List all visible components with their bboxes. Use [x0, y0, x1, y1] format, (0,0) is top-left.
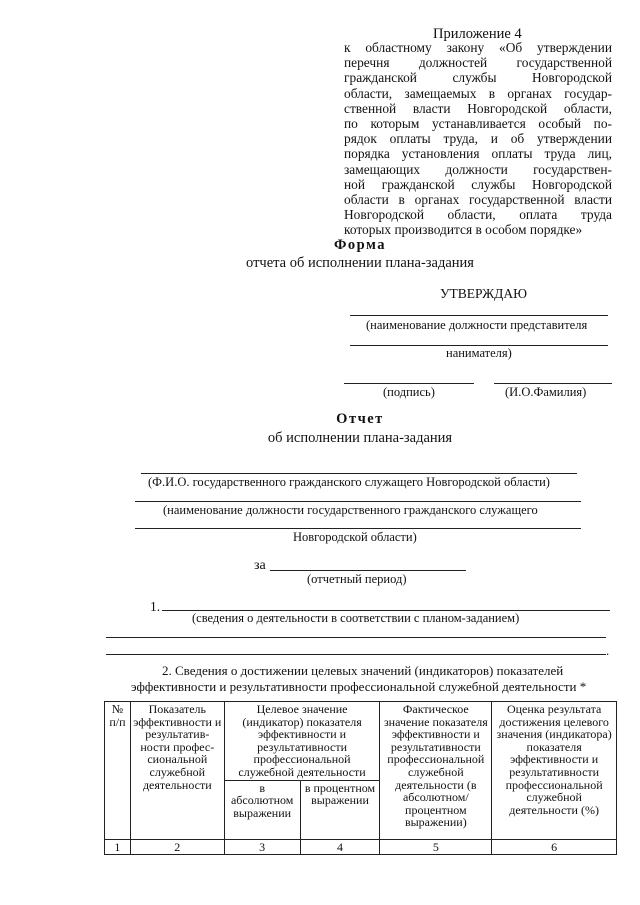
- item1-line-2: [106, 637, 606, 638]
- appendix-line: замещающих должности государствен-: [344, 161, 612, 177]
- name-line: [494, 383, 612, 384]
- fio-caption: (Ф.И.О. государственного гражданского служащего Новгородской области): [148, 475, 550, 489]
- appendix-body: [344, 40, 612, 238]
- signature-caption: (подпись): [383, 385, 435, 399]
- appendix-line: по которым устанавливается особый по-: [344, 116, 612, 132]
- name-caption: (И.О.Фамилия): [505, 385, 587, 399]
- appendix-line: которых производится в особом порядке»: [344, 222, 583, 238]
- position-line: [350, 315, 608, 316]
- header-target-pct: в процентном выражении: [300, 780, 380, 839]
- header-target: Целевое значение (индикатор) показателя эффективности и результативности профессиональной служебной деятельности: [224, 702, 380, 781]
- position-line-1: [135, 501, 581, 502]
- item1-end-dot: .: [606, 643, 610, 658]
- appendix-line: гражданской службы Новгородской: [344, 70, 612, 86]
- item2-heading-line1: 2. Сведения о достижении целевых значений (индикаторов) показателей: [162, 663, 564, 678]
- position-caption-2: Новгородской области): [293, 530, 417, 544]
- appendix-line: области, замещаемых в органах государ-: [344, 85, 612, 101]
- header-assessment: Оценка результата достижения целевого значения (индикатора) показателя эффективности и результативности профессиональной служебной деятельности (%): [492, 702, 617, 840]
- appendix-line: области в органах государственной власти: [344, 192, 612, 208]
- approval-label: УТВЕРЖДАЮ: [440, 286, 528, 301]
- period-prefix: за: [254, 558, 266, 573]
- fio-line: [141, 473, 577, 474]
- item2-heading-line2: эффективности и результативности профессиональной служебной деятельности *: [131, 679, 587, 694]
- header-actual: Фактическое значение показателя эффективности и результативности профессиональной служебной деятельности (в абсолютном/ процентном выражении): [380, 702, 492, 840]
- appendix-line: Новгородской области, оплата труда: [344, 207, 612, 223]
- column-number: 4: [300, 839, 380, 855]
- form-heading: Форма: [333, 237, 387, 253]
- employer-caption: нанимателя): [446, 346, 512, 360]
- item1-caption: (сведения о деятельности в соответствии с планом-заданием): [192, 611, 520, 625]
- appendix-line: рядок оплаты труда, и об утверждении: [344, 131, 612, 147]
- column-number: 6: [492, 839, 617, 855]
- item1-number: 1.: [150, 599, 161, 614]
- appendix-line: к областному закону «Об утверждении: [344, 40, 612, 55]
- period-line: [270, 570, 466, 571]
- column-number: 2: [130, 839, 224, 855]
- item1-line-3: [106, 654, 606, 655]
- report-subtitle: об исполнении плана-задания: [267, 430, 453, 446]
- signature-line: [344, 383, 474, 384]
- column-number: 1: [105, 839, 131, 855]
- period-caption: (отчетный период): [307, 572, 407, 586]
- column-number: 5: [380, 839, 492, 855]
- form-subtitle: отчета об исполнении плана-задания: [246, 255, 474, 271]
- position-caption: (наименование должности представителя: [366, 318, 588, 332]
- header-num: № п/п: [105, 702, 131, 840]
- report-heading: Отчет: [336, 411, 384, 427]
- column-number: 3: [224, 839, 300, 855]
- appendix-line: ной гражданской службы Новгородской: [344, 176, 612, 192]
- position-line-2: [135, 528, 581, 529]
- position-caption-1: (наименование должности государственного гражданского служащего: [163, 503, 538, 517]
- appendix-line: ственной власти Новгородской области,: [344, 100, 612, 116]
- indicators-table: [104, 701, 617, 855]
- appendix-line: порядка установления оплаты труда лиц,: [344, 146, 612, 162]
- header-target-abs: в абсолютном выражении: [224, 780, 300, 839]
- appendix-title: Приложение 4: [433, 26, 522, 42]
- header-indicator: Показатель эффективности и результатив-ности профес-сиональной служебной деятельности: [130, 702, 224, 840]
- appendix-line: перечня должностей государственной: [344, 55, 612, 71]
